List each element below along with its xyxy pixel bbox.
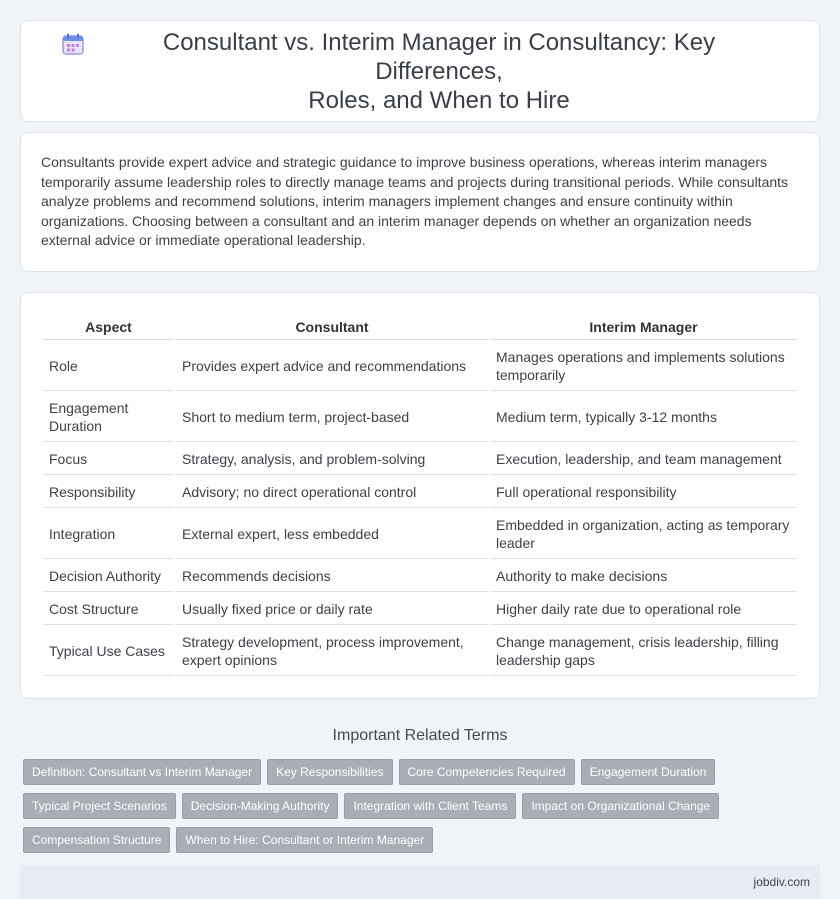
table-row xyxy=(43,594,797,625)
related-term-tag[interactable]: Compensation Structure xyxy=(23,827,170,853)
footer xyxy=(20,865,820,899)
related-term-tag[interactable]: Impact on Organizational Change xyxy=(522,793,719,819)
cell-interim-manager: Execution, leadership, and team management xyxy=(490,444,797,475)
footer-site-link[interactable]: jobdiv.com xyxy=(753,874,810,889)
cell-interim-manager: Embedded in organization, acting as temporary leader xyxy=(490,510,797,559)
page-header xyxy=(20,20,820,122)
related-terms-title: Important Related Terms xyxy=(332,726,508,744)
related-term-tag[interactable]: When to Hire: Consultant or Interim Manager xyxy=(176,827,433,853)
intro-card xyxy=(20,132,820,272)
table-row xyxy=(43,510,797,559)
page-title xyxy=(99,28,779,115)
cell-aspect: Focus xyxy=(43,444,174,475)
cell-interim-manager: Full operational responsibility xyxy=(490,477,797,508)
title-line-2: Roles, and When to Hire xyxy=(308,86,570,114)
cell-interim-manager: Authority to make decisions xyxy=(490,561,797,592)
cell-consultant: Strategy, analysis, and problem-solving xyxy=(176,444,488,475)
table-row xyxy=(43,342,797,391)
cell-aspect: Integration xyxy=(43,510,174,559)
cell-aspect: Engagement Duration xyxy=(43,393,174,442)
related-term-tag[interactable]: Key Responsibilities xyxy=(267,759,392,785)
calendar-icon xyxy=(61,32,85,56)
related-term-tag[interactable]: Core Competencies Required xyxy=(399,759,575,785)
cell-consultant: Recommends decisions xyxy=(176,561,488,592)
column-header-consultant: Consultant xyxy=(176,315,488,340)
cell-interim-manager: Manages operations and implements solutions temporarily xyxy=(490,342,797,391)
table-row xyxy=(43,477,797,508)
column-header-interim-manager: Interim Manager xyxy=(490,315,797,340)
comparison-table xyxy=(41,313,799,678)
table-row xyxy=(43,393,797,442)
cell-aspect: Decision Authority xyxy=(43,561,174,592)
cell-aspect: Responsibility xyxy=(43,477,174,508)
related-term-tag[interactable]: Engagement Duration xyxy=(581,759,716,785)
related-terms-tags xyxy=(20,759,820,853)
table-row xyxy=(43,444,797,475)
cell-consultant: Advisory; no direct operational control xyxy=(176,477,488,508)
intro-text: Consultants provide expert advice and strategic guidance to improve business operations, whereas interim managers temporarily assume leadership roles to directly manage teams and projects during transitional periods. While consultants analyze problems and recommend solutions, interim managers implement changes and ensure continuity within organizations. Choosing between a consultant and an interim manager depends on whether an organization needs external advice or immediate operational leadership. xyxy=(41,154,789,248)
comparison-table-card xyxy=(20,292,820,699)
cell-consultant: External expert, less embedded xyxy=(176,510,488,559)
related-term-tag[interactable]: Integration with Client Teams xyxy=(344,793,516,819)
related-term-tag[interactable]: Decision-Making Authority xyxy=(182,793,339,819)
cell-interim-manager: Change management, crisis leadership, filling leadership gaps xyxy=(490,627,797,676)
table-row xyxy=(43,627,797,676)
related-term-tag[interactable]: Typical Project Scenarios xyxy=(23,793,176,819)
cell-consultant: Provides expert advice and recommendations xyxy=(176,342,488,391)
table-header-row xyxy=(43,315,797,340)
cell-aspect: Cost Structure xyxy=(43,594,174,625)
cell-interim-manager: Higher daily rate due to operational role xyxy=(490,594,797,625)
cell-consultant: Strategy development, process improvement, expert opinions xyxy=(176,627,488,676)
related-term-tag[interactable]: Definition: Consultant vs Interim Manager xyxy=(23,759,261,785)
table-row xyxy=(43,561,797,592)
related-terms-section xyxy=(0,727,840,853)
cell-aspect: Role xyxy=(43,342,174,391)
cell-consultant: Short to medium term, project-based xyxy=(176,393,488,442)
title-line-1: Consultant vs. Interim Manager in Consultancy: Key Differences, xyxy=(162,28,716,85)
column-header-aspect: Aspect xyxy=(43,315,174,340)
cell-aspect: Typical Use Cases xyxy=(43,627,174,676)
cell-interim-manager: Medium term, typically 3-12 months xyxy=(490,393,797,442)
cell-consultant: Usually fixed price or daily rate xyxy=(176,594,488,625)
